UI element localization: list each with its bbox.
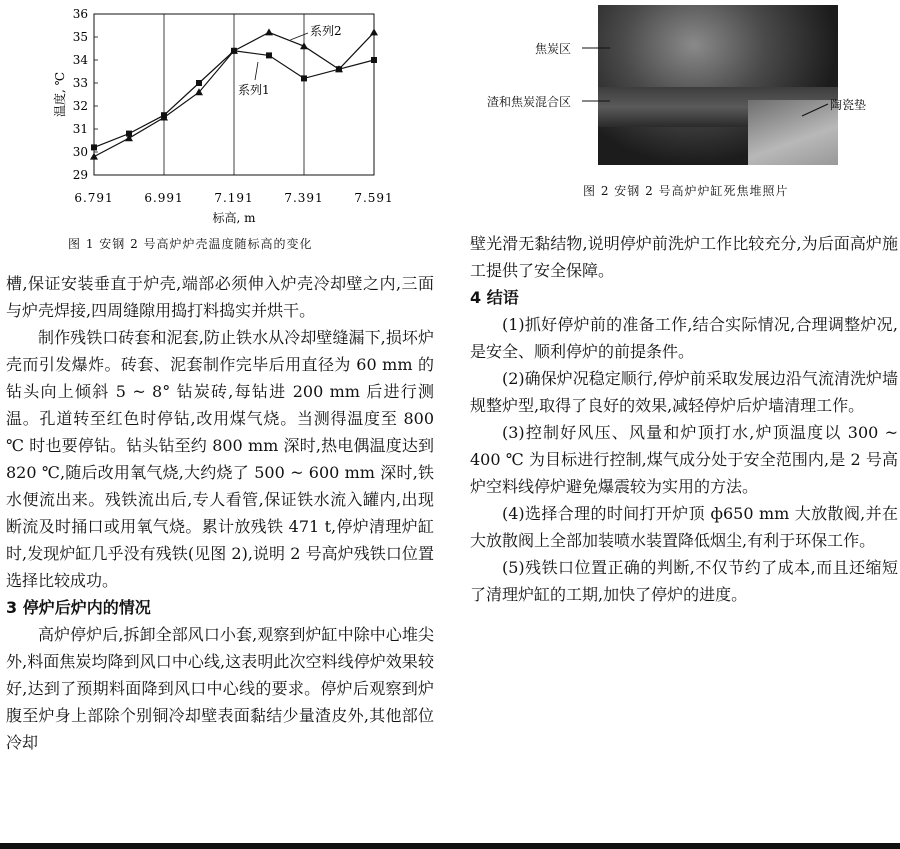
x-tick-label: 7.391 <box>284 191 324 205</box>
x-tick-label: 6.991 <box>144 191 184 205</box>
series-2-point <box>90 153 98 160</box>
left-column <box>6 270 434 756</box>
y-tick-label: 30 <box>72 145 88 159</box>
series-1-point <box>266 52 272 58</box>
label-coke-zone: 焦炭区 <box>535 42 572 56</box>
series-2-name: 系列2 <box>310 24 342 38</box>
series-1-point <box>91 144 97 150</box>
y-tick-label: 32 <box>72 99 88 113</box>
series-2-point <box>370 28 378 35</box>
conclusion-item-1: (1)抓好停炉前的准备工作,结合实际情况,合理调整炉况,是安全、顺利停炉的前提条件。 <box>470 315 898 361</box>
label-ceramic-pad: 陶瓷垫 <box>830 98 867 112</box>
section-3-heading: 3 停炉后炉内的情况 <box>6 598 151 617</box>
y-tick-label: 36 <box>72 7 88 21</box>
photo-leader-lines <box>580 40 840 120</box>
y-tick-label: 34 <box>72 53 88 67</box>
label-mixed-zone: 渣和焦炭混合区 <box>487 95 572 109</box>
conclusion-item-2: (2)确保炉况稳定顺行,停炉前采取发展边沿气流清洗炉墙规整炉型,取得了良好的效果,减轻停炉后炉墙清理工作。 <box>470 369 898 415</box>
x-tick-label: 7.591 <box>354 191 394 205</box>
y-tick-label: 29 <box>72 168 88 182</box>
series-1-point <box>371 57 377 63</box>
series-1-point <box>196 80 202 86</box>
series-2-point <box>265 28 273 35</box>
series-1-name: 系列1 <box>238 83 270 97</box>
y-tick-label: 33 <box>72 76 88 90</box>
x-axis-label: 标高, m <box>212 211 256 225</box>
series-1-point <box>301 75 307 81</box>
paragraph-3: 高炉停炉后,拆卸全部风口小套,观察到炉缸中除中心堆尖外,料面焦炭均降到风口中心线,这表明此次空料线停炉效果较好,达到了预期料面降到风口中心线的要求。停炉后观察到炉腹至炉身上部除个别铜冷却壁表面黏结少量渣皮外,其他部位冷却 <box>6 625 434 752</box>
figure-1 <box>0 0 455 262</box>
series-2-leader <box>291 33 309 40</box>
x-tick-label: 7.191 <box>214 191 254 205</box>
conclusion-item-5: (5)残铁口位置正确的判断,不仅节约了成本,而且还缩短了清理炉缸的工期,加快了停炉的进度。 <box>470 558 898 604</box>
paragraph-1: 槽,保证安装垂直于炉壳,端部必须伸入炉壳冷却壁之内,三面与炉壳焊接,四周缝隙用捣打料捣实并烘干。 <box>6 274 434 320</box>
conclusion-item-3: (3)控制好风压、风量和炉顶打水,炉顶温度以 300 ~ 400 ℃ 为目标进行控制,煤气成分处于安全范围内,是 2 号高炉空料线停炉避免爆震较为实用的方法。 <box>470 423 898 496</box>
temperature-chart <box>0 0 455 262</box>
paragraph-2: 制作残铁口砖套和泥套,防止铁水从冷却壁缝漏下,损坏炉壳而引发爆炸。砖套、泥套制作完毕后用直径为 60 mm 的钻头向上倾斜 5 ~ 8° 钻炭砖,每钻进 200 mm 后进行测温。孔道转至红色时停钻,改用煤气烧。当测得温度至 800 ℃ 时也要停钻。钻头钻至约 800 mm 深时,热电偶温度达到 820 ℃,随后改用氧气烧,大约烧了 500 ~ 600 mm 深时,铁水便流出来。残铁流出后,专人看管,保证铁水流入罐内,出现断流及时捅口或用氧气烧。累计放残铁 471 t,停炉清理炉缸时,发现炉缸几乎没有残铁(见图 2),说明 2 号高炉残铁口位置选择比较成功。 <box>6 328 434 590</box>
y-tick-label: 35 <box>72 30 88 44</box>
figure-2-caption: 图 2 安钢 2 号高炉炉缸死焦堆照片 <box>583 184 789 198</box>
figure-1-caption: 图 1 安钢 2 号高炉炉壳温度随标高的变化 <box>68 237 313 251</box>
y-tick-label: 31 <box>72 122 88 136</box>
section-4-heading: 4 结语 <box>470 288 519 307</box>
y-axis-label: 温度, ℃ <box>53 71 67 118</box>
page-bottom-border <box>0 843 900 849</box>
x-tick-label: 6.791 <box>74 191 114 205</box>
paragraph-continued: 壁光滑无黏结物,说明停炉前洗炉工作比较充分,为后面高炉施工提供了安全保障。 <box>470 234 898 280</box>
conclusion-item-4: (4)选择合理的时间打开炉顶 ф650 mm 大放散阀,并在大放散阀上全部加装喷水装置降低烟尘,有利于环保工作。 <box>470 504 898 550</box>
right-column <box>470 230 898 608</box>
series-1-leader <box>255 62 258 80</box>
